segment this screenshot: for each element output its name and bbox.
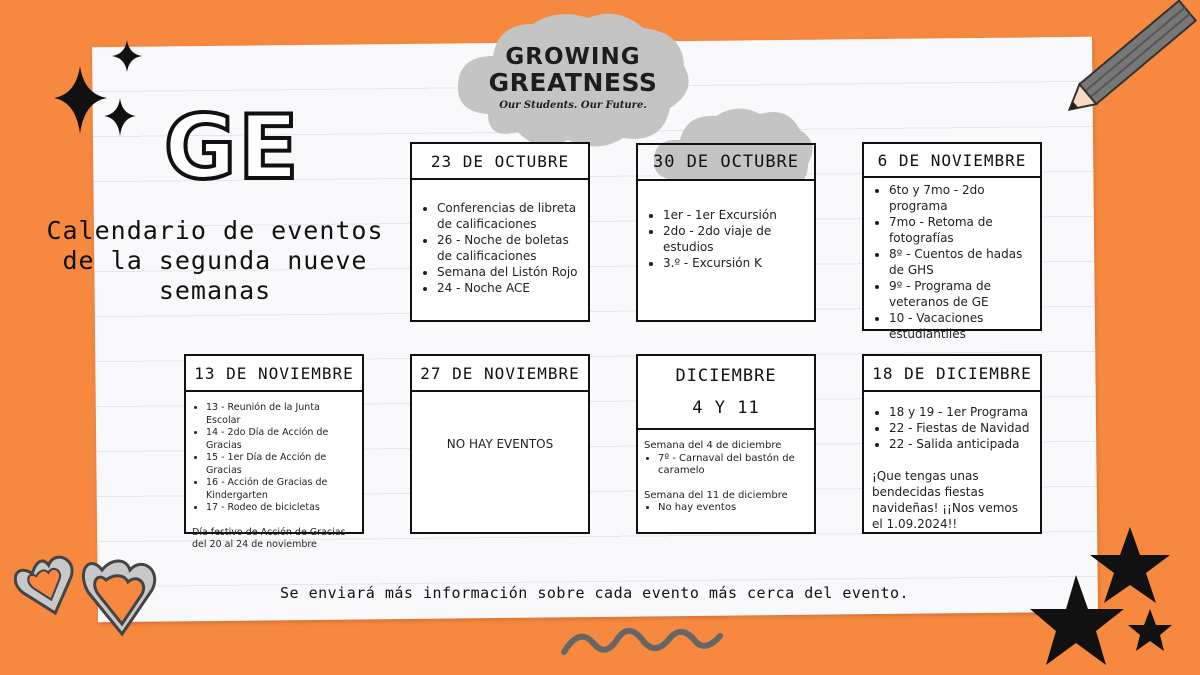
list-item: • 22 - Fiestas de Navidad bbox=[889, 420, 1032, 436]
card-title: 30 DE OCTUBRE bbox=[638, 145, 814, 181]
list-item: • 8º - Cuentos de hadas de GHS bbox=[889, 246, 1032, 278]
list-item: • 7º - Carnaval del bastón de caramelo bbox=[658, 453, 808, 478]
week-label: Semana del 11 de diciembre bbox=[644, 489, 788, 501]
logo-tagline: Our Students. Our Future. bbox=[499, 100, 647, 111]
card-title bbox=[638, 356, 814, 430]
card-title-days: 4 Y 11 bbox=[692, 398, 760, 418]
list-item: • 22 - Salida anticipada bbox=[889, 436, 1032, 452]
list-item: • 13 - Reunión de la Junta Escolar bbox=[206, 402, 356, 427]
squiggle-decoration bbox=[560, 622, 730, 662]
heart-icon bbox=[14, 530, 164, 650]
list-item: • 3.º - Excursión K bbox=[663, 255, 806, 271]
event-card-oct-30 bbox=[636, 143, 816, 322]
pencil-icon bbox=[1055, 0, 1200, 120]
card-title: 27 DE NOVIEMBRE bbox=[412, 356, 588, 392]
list-item: • 2do - 2do viaje de estudios bbox=[663, 223, 806, 255]
card-title: 13 DE NOVIEMBRE bbox=[186, 356, 362, 392]
week-label: Semana del 4 de diciembre bbox=[644, 440, 782, 451]
card-body bbox=[864, 392, 1040, 536]
list-item: • 24 - Noche ACE bbox=[437, 280, 580, 296]
no-events-text: NO HAY EVENTOS bbox=[446, 437, 554, 451]
list-item: • 10 - Vacaciones estudiantiles bbox=[889, 310, 1032, 342]
sparkle-icon bbox=[52, 36, 152, 146]
list-item: • No hay eventos bbox=[658, 502, 808, 515]
list-item: • Semana del Listón Rojo bbox=[437, 264, 580, 280]
list-item: • 9º - Programa de veteranos de GE bbox=[889, 278, 1032, 310]
card-title: 6 DE NOVIEMBRE bbox=[864, 144, 1040, 178]
list-item: • 17 - Rodeo de bicicletas bbox=[206, 502, 356, 515]
list-item: • 16 - Acción de Gracias de Kindergarten bbox=[206, 477, 356, 502]
event-card-nov-6 bbox=[862, 142, 1042, 341]
list-item: • 1er - 1er Excursión bbox=[663, 207, 806, 223]
list-item: • Conferencias de libreta de calificaciones bbox=[437, 200, 580, 232]
card-body bbox=[412, 180, 588, 300]
event-card-nov-27 bbox=[410, 354, 590, 534]
star-icon bbox=[1030, 525, 1200, 675]
list-item: • 15 - 1er Día de Acción de Gracias bbox=[206, 452, 356, 477]
ge-heading: GE bbox=[164, 96, 301, 199]
event-card-dec-18 bbox=[862, 354, 1042, 534]
logo-line-greatness: GREATNESS bbox=[488, 68, 658, 97]
card-note: ¡Que tengas unas bendecidas fiestas navideñas! ¡¡Nos vemos el 1.09.2024!! bbox=[872, 469, 1019, 531]
list-item: • 7mo - Retoma de fotografías bbox=[889, 214, 1032, 246]
card-note: Día festivo de Acción de Gracias del 20 al 24 de noviembre bbox=[192, 526, 346, 550]
card-title: 18 DE DICIEMBRE bbox=[864, 356, 1040, 392]
list-item: • 18 y 19 - 1er Programa bbox=[889, 404, 1032, 420]
card-title: 23 DE OCTUBRE bbox=[412, 144, 588, 180]
logo-line-growing: GROWING bbox=[505, 44, 641, 70]
list-item: • 14 - 2do Día de Acción de Gracias bbox=[206, 427, 356, 452]
card-title-month: DICIEMBRE bbox=[675, 366, 777, 386]
card-body bbox=[412, 392, 588, 456]
card-body bbox=[186, 392, 362, 556]
list-item: • 6to y 7mo - 2do programa bbox=[889, 182, 1032, 214]
event-card-nov-13 bbox=[184, 354, 364, 550]
event-card-dec-4-11 bbox=[636, 354, 816, 534]
list-item: • 26 - Noche de boletas de calificaciones bbox=[437, 232, 580, 264]
card-body bbox=[638, 430, 814, 519]
card-body bbox=[638, 181, 814, 320]
event-card-oct-23 bbox=[410, 142, 590, 322]
page-title: Calendario de eventos de la segunda nueve semanas bbox=[46, 216, 384, 305]
card-body bbox=[864, 178, 1040, 346]
footer-note: Se enviará más información sobre cada evento más cerca del evento. bbox=[280, 584, 910, 602]
